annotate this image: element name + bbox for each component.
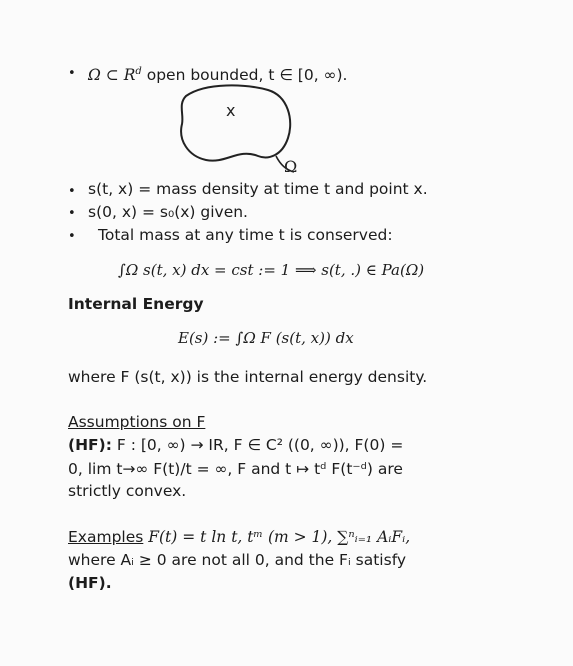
bullet-dot: • [68, 206, 76, 221]
domain-figure [176, 84, 306, 176]
mass-equation: ∫Ω s(t, x) dx = cst := 1 ⟹ s(t, .) ∈ Pa(Ω) [118, 261, 425, 279]
assumptions-heading: Assumptions on F [68, 413, 206, 431]
energy-where: where F (s(t, x)) is the internal energy density. [68, 368, 428, 386]
hf-text: F : [0, ∞) → IR, F ∈ C² ((0, ∞)), F(0) = [111, 436, 404, 454]
bullet-dot: • [68, 66, 76, 81]
domain-text: Ω ⊂ R [88, 66, 136, 85]
domain-boundary [181, 85, 290, 160]
examples-heading: Examples [68, 528, 144, 546]
domain-sup: d [135, 66, 142, 77]
bullet-conserved: Total mass at any time t is conserved: [98, 226, 393, 244]
point-mark: x [226, 101, 236, 120]
bullet-dot: • [68, 184, 76, 199]
omega-label: Ω [284, 157, 298, 176]
domain-tail: open bounded, t ∈ [0, ∞). [141, 66, 348, 85]
assumptions-line1 [68, 435, 403, 455]
examples-formula: F(t) = t ln t, tᵐ (m > 1), ∑ⁿᵢ₌₁ AᵢFᵢ, [143, 528, 411, 546]
bullet-density: s(t, x) = mass density at time t and point x. [88, 180, 428, 198]
bullet-initial: s(0, x) = s₀(x) given. [88, 203, 248, 221]
energy-heading: Internal Energy [68, 295, 204, 313]
bullet-dot: • [68, 229, 76, 244]
energy-equation: E(s) := ∫Ω F (s(t, x)) dx [178, 329, 354, 347]
examples-line2: where Aᵢ ≥ 0 are not all 0, and the Fᵢ satisfy [68, 551, 407, 569]
bullet-domain [88, 62, 347, 85]
hf-label: (HF): [68, 436, 112, 454]
assumptions-line2: 0, lim t→∞ F(t)/t = ∞, F and t ↦ tᵈ F(t⁻ᵈ) are [68, 460, 403, 478]
examples-line3: (HF). [68, 574, 112, 592]
examples-line1 [68, 527, 410, 547]
assumptions-line3: strictly convex. [68, 482, 187, 500]
